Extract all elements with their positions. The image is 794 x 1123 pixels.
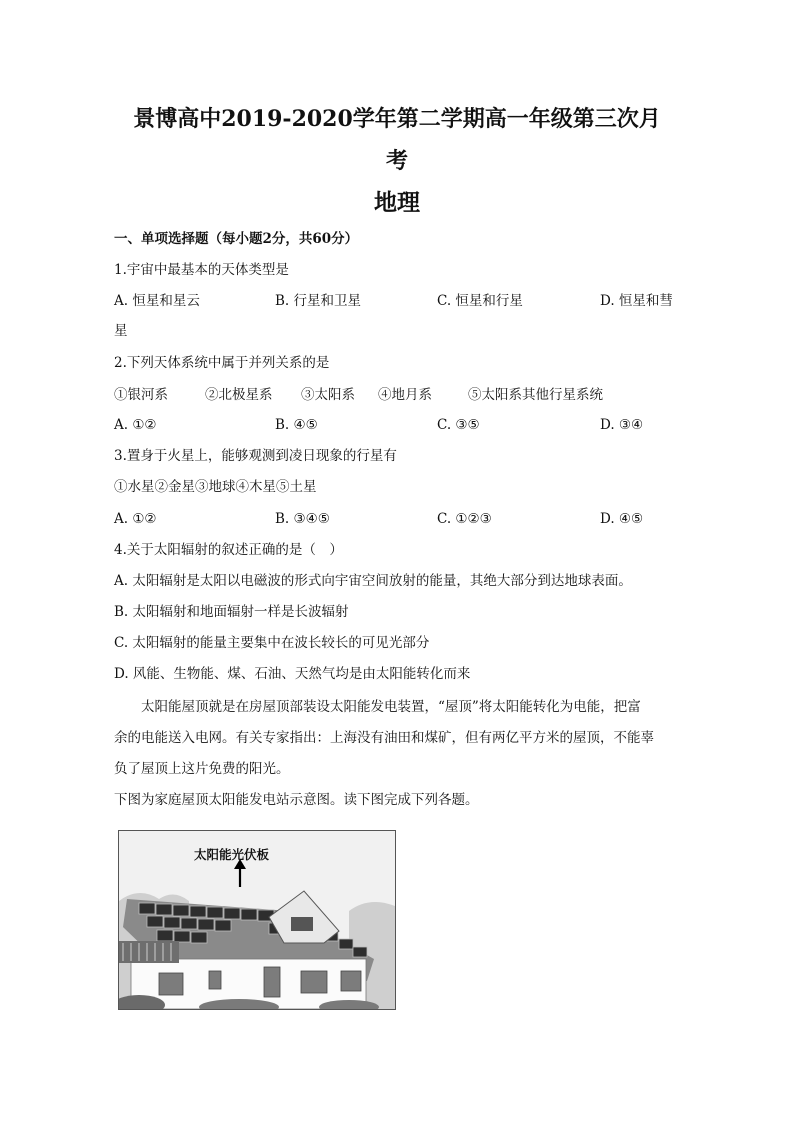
exam-title-line1: 景博高中2019-2020学年第二学期高一年级第三次月: [133, 106, 661, 132]
question-4-stem: 4.关于太阳辐射的叙述正确的是（ ）: [114, 542, 343, 558]
section-heading: 一、单项选择题（每小题2分，共60分）: [114, 231, 359, 247]
question-1-option-d: D. 恒星和彗: [600, 293, 673, 309]
question-2-item-2: ②北极星系: [205, 387, 273, 403]
question-3-option-c: C. ①②③: [437, 511, 492, 527]
balcony: [119, 941, 179, 963]
question-2-option-c: C. ③⑤: [437, 417, 480, 433]
question-1-option-d-wrap: 星: [114, 323, 128, 339]
question-4-option-c: C. 太阳辐射的能量主要集中在波长较长的可见光部分: [114, 635, 430, 651]
question-3-option-a: A. ①②: [114, 511, 157, 527]
question-1-option-a: A. 恒星和星云: [114, 293, 200, 309]
question-1-stem: 1.宇宙中最基本的天体类型是: [114, 262, 289, 278]
question-2-option-d: D. ③④: [600, 417, 644, 433]
passage-line-3: 负了屋顶上这片免费的阳光。: [114, 761, 290, 777]
question-2-item-4: ④地月系: [378, 387, 432, 403]
question-3-items: ①水星②金星③地球④木星⑤土星: [114, 479, 317, 495]
solar-panel-label: 太阳能光伏板: [194, 847, 270, 862]
question-1-option-b: B. 行星和卫星: [275, 293, 362, 309]
question-1-option-c: C. 恒星和行星: [437, 293, 523, 309]
figure-instruction: 下图为家庭屋顶太阳能发电站示意图。读下图完成下列各题。: [114, 792, 479, 808]
exam-title-line2: 考: [385, 148, 408, 174]
question-2-stem: 2.下列天体系统中属于并列关系的是: [114, 355, 330, 371]
question-4-option-a: A. 太阳辐射是太阳以电磁波的形式向宇宙空间放射的能量，其绝大部分到达地球表面。: [114, 573, 632, 589]
question-3-option-d: D. ④⑤: [600, 511, 644, 527]
question-2-option-a: A. ①②: [114, 417, 157, 433]
question-3-option-b: B. ③④⑤: [275, 511, 330, 527]
subject-title: 地理: [374, 189, 420, 216]
question-2-item-1: ①银河系: [114, 387, 168, 403]
question-4-option-d: D. 风能、生物能、煤、石油、天然气均是由太阳能转化而来: [114, 666, 471, 682]
passage-line-2: 余的电能送入电网。有关专家指出：上海没有油田和煤矿，但有两亿平方米的屋顶，不能辜: [114, 730, 654, 746]
question-3-stem: 3.置身于火星上，能够观测到凌日现象的行星有: [114, 448, 397, 464]
question-2-option-b: B. ④⑤: [275, 417, 318, 433]
question-4-option-b: B. 太阳辐射和地面辐射一样是长波辐射: [114, 604, 349, 620]
rooftop-solar-figure: [118, 830, 396, 1010]
passage-line-1: 太阳能屋顶就是在房屋顶部装设太阳能发电装置，“屋顶”将太阳能转化为电能，把富: [141, 699, 641, 715]
question-2-item-5: ⑤太阳系其他行星系统: [468, 387, 603, 403]
question-2-item-3: ③太阳系: [301, 387, 355, 403]
